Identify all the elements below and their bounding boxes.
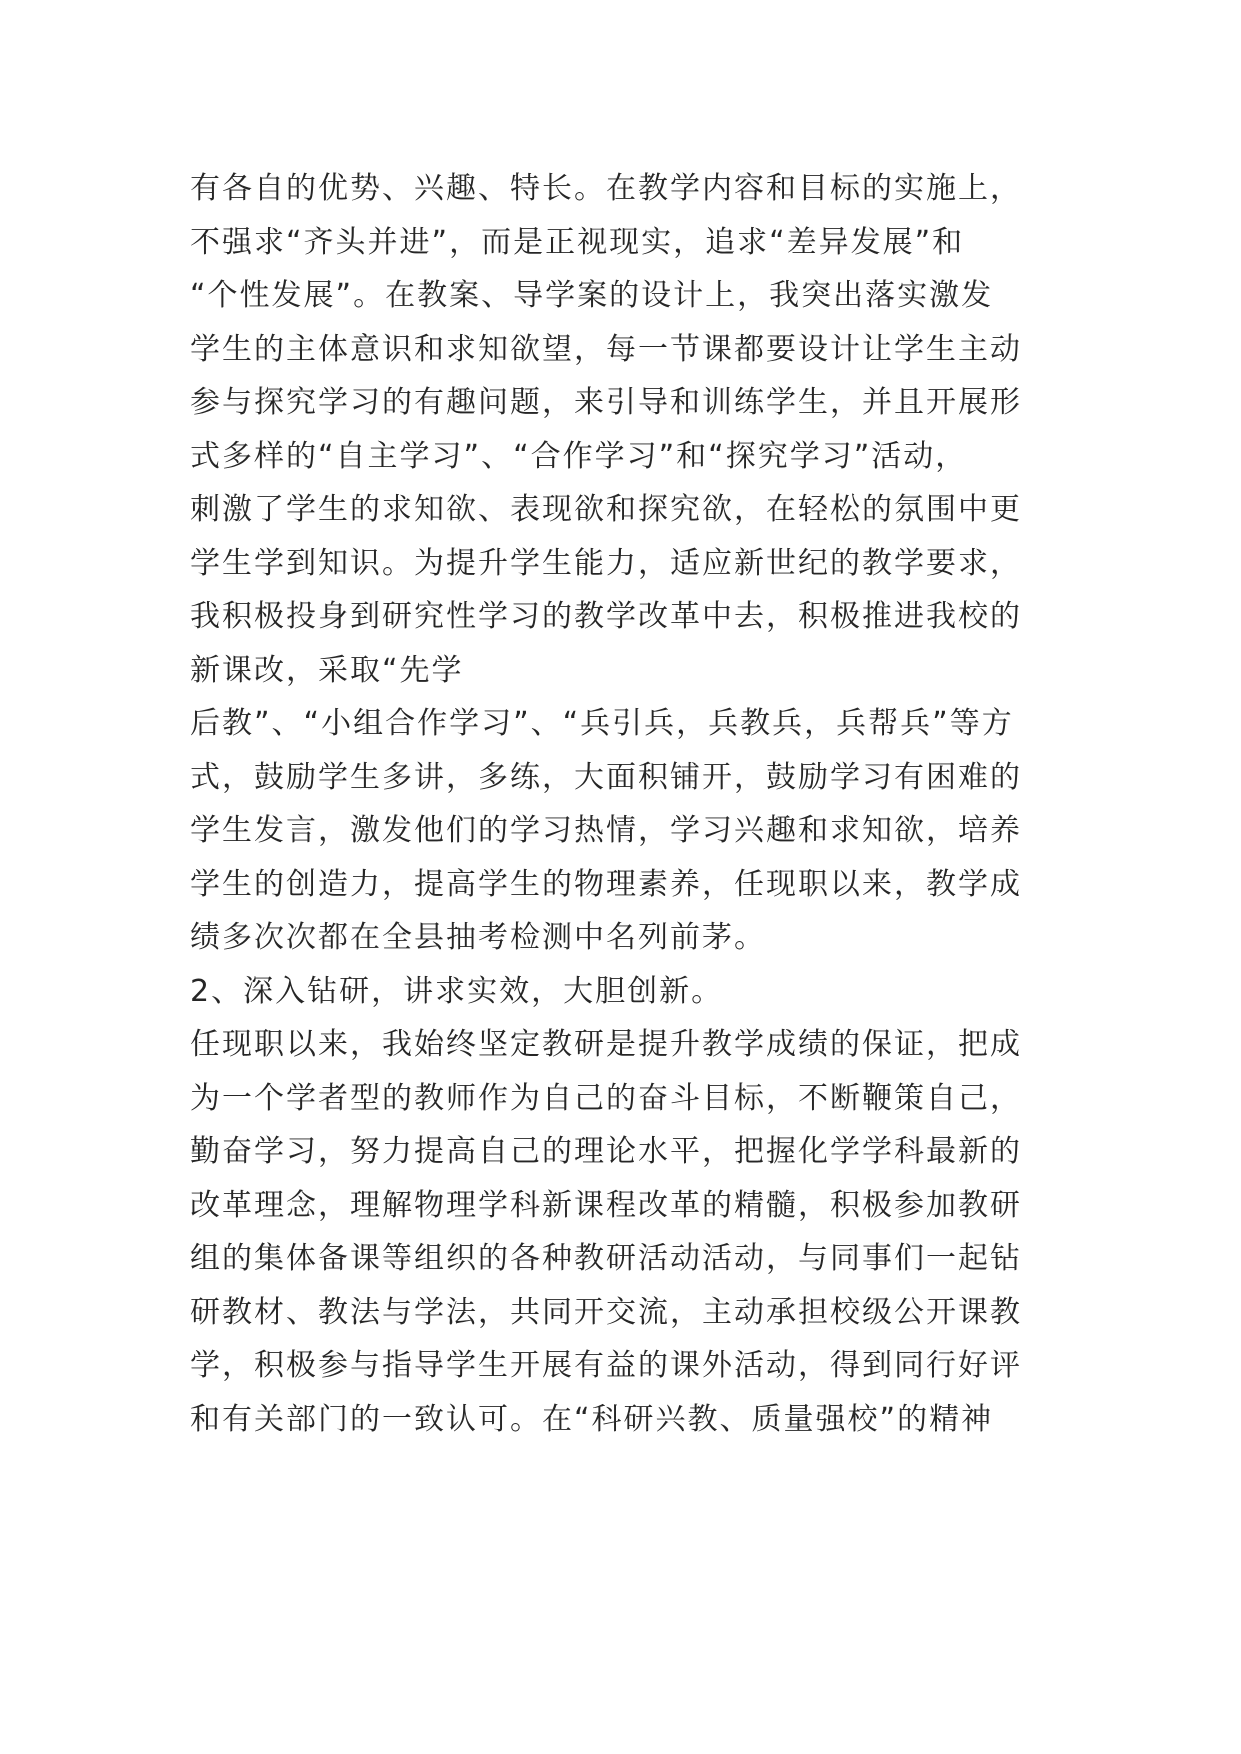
text-line: 学生学到知识。为提升学生能力，适应新世纪的教学要求， bbox=[190, 545, 1022, 581]
text-line: 后教”、“小组合作学习”、“兵引兵，兵教兵，兵帮兵”等方 bbox=[190, 706, 1014, 741]
section-heading: 2、深入钻研，讲求实效，大胆创新。 bbox=[190, 973, 724, 1009]
text-line: “个性发展”。在教案、导学案的设计上，我突出落实激发 bbox=[190, 278, 994, 313]
text-line: 改革理念，理解物理学科新课程改革的精髓，积极参加教研 bbox=[190, 1187, 1022, 1223]
text-line: 式，鼓励学生多讲，多练，大面积铺开，鼓励学习有困难的 bbox=[190, 759, 1022, 795]
text-line: 新课改，采取“先学 bbox=[190, 652, 464, 688]
text-line: 学生发言，激发他们的学习热情，学习兴趣和求知欲，培养 bbox=[190, 813, 1022, 848]
body-text bbox=[190, 162, 1070, 1446]
text-line: 任现职以来，我始终坚定教研是提升教学成绩的保证，把成 bbox=[190, 1027, 1022, 1062]
text-line: 式多样的“自主学习”、“合作学习”和“探究学习”活动， bbox=[190, 438, 968, 474]
text-line: 研教材、教法与学法，共同开交流，主动承担校级公开课教 bbox=[190, 1294, 1022, 1330]
text-line: 为一个学者型的教师作为自己的奋斗目标，不断鞭策自己， bbox=[190, 1080, 1022, 1116]
text-line: 不强求“齐头并进”，而是正视现实，追求“差异发展”和 bbox=[190, 224, 965, 260]
text-line: 绩多次次都在全县抽考检测中名列前茅。 bbox=[190, 920, 766, 955]
text-line: 和有关部门的一致认可。在“科研兴教、质量强校”的精神 bbox=[190, 1401, 994, 1437]
text-line: 参与探究学习的有趣问题，来引导和训练学生，并且开展形 bbox=[190, 385, 1022, 420]
text-line: 刺激了学生的求知欲、表现欲和探究欲，在轻松的氛围中更 bbox=[190, 492, 1022, 527]
text-line: 组的集体备课等组织的各种教研活动活动，与同事们一起钻 bbox=[190, 1241, 1022, 1276]
text-line: 勤奋学习，努力提高自己的理论水平，把握化学学科最新的 bbox=[190, 1134, 1022, 1169]
text-line: 有各自的优势、兴趣、特长。在教学内容和目标的实施上， bbox=[190, 171, 1022, 206]
text-line: 学，积极参与指导学生开展有益的课外活动，得到同行好评 bbox=[190, 1348, 1022, 1383]
text-line: 学生的创造力，提高学生的物理素养，任现职以来，教学成 bbox=[190, 866, 1022, 902]
text-line: 学生的主体意识和求知欲望，每一节课都要设计让学生主动 bbox=[190, 331, 1022, 367]
text-line: 我积极投身到研究性学习的教学改革中去，积极推进我校的 bbox=[190, 599, 1022, 634]
